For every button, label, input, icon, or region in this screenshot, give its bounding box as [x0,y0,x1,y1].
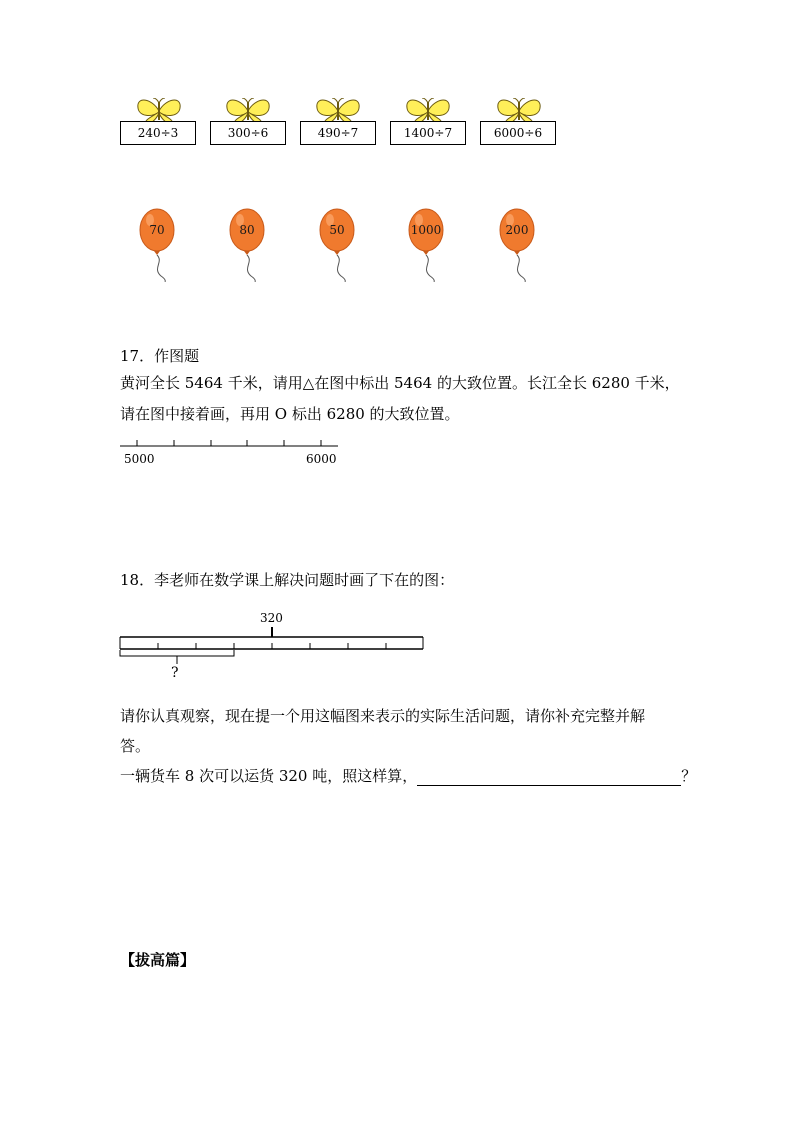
axis-start-label: 5000 [124,452,155,466]
balloon-value: 50 [329,223,345,237]
balloon-icon [134,206,180,282]
q18-line1: 请你认真观察，现在提一个用这幅图来表示的实际生活问题，请你补充完整并解 [120,707,646,725]
segment-diagram [117,624,427,668]
division-card: 300÷6 [210,121,286,145]
question-mark: ? [171,665,179,681]
division-card: 1400÷7 [390,121,466,145]
balloon-value: 1000 [410,223,442,237]
axis-end-label: 6000 [306,452,337,466]
q18-line3 [120,766,696,786]
balloon-value: 80 [239,223,255,237]
q18-line2: 答。 [120,737,151,755]
q17-title: 17．作图题 [120,347,200,365]
balloon-value: 200 [505,223,529,237]
division-card: 6000÷6 [480,121,556,145]
balloon-icon [403,206,449,282]
q17-line1: 黄河全长 5464 千米，请用△在图中标出 5464 的大致位置。长江全长 6280 千米， [120,374,680,392]
number-line [118,434,342,454]
section-heading: 【拔高篇】 [120,951,196,969]
balloon-value: 70 [149,223,165,237]
q17-line2: 请在图中接着画，再用 O 标出 6280 的大致位置。 [120,405,460,423]
balloon-icon [494,206,540,282]
total-label: 320 [260,611,283,625]
division-card: 240÷3 [120,121,196,145]
balloon-icon [224,206,270,282]
q18-title: 18．李老师在数学课上解决问题时画了下在的图： [120,571,455,589]
answer-blank[interactable] [417,769,681,786]
q18-line3-prefix: 一辆货车 8 次可以运货 320 吨，照这样算， [120,767,418,785]
q18-line3-suffix: ？ [681,767,697,785]
division-card: 490÷7 [300,121,376,145]
balloon-icon [314,206,360,282]
